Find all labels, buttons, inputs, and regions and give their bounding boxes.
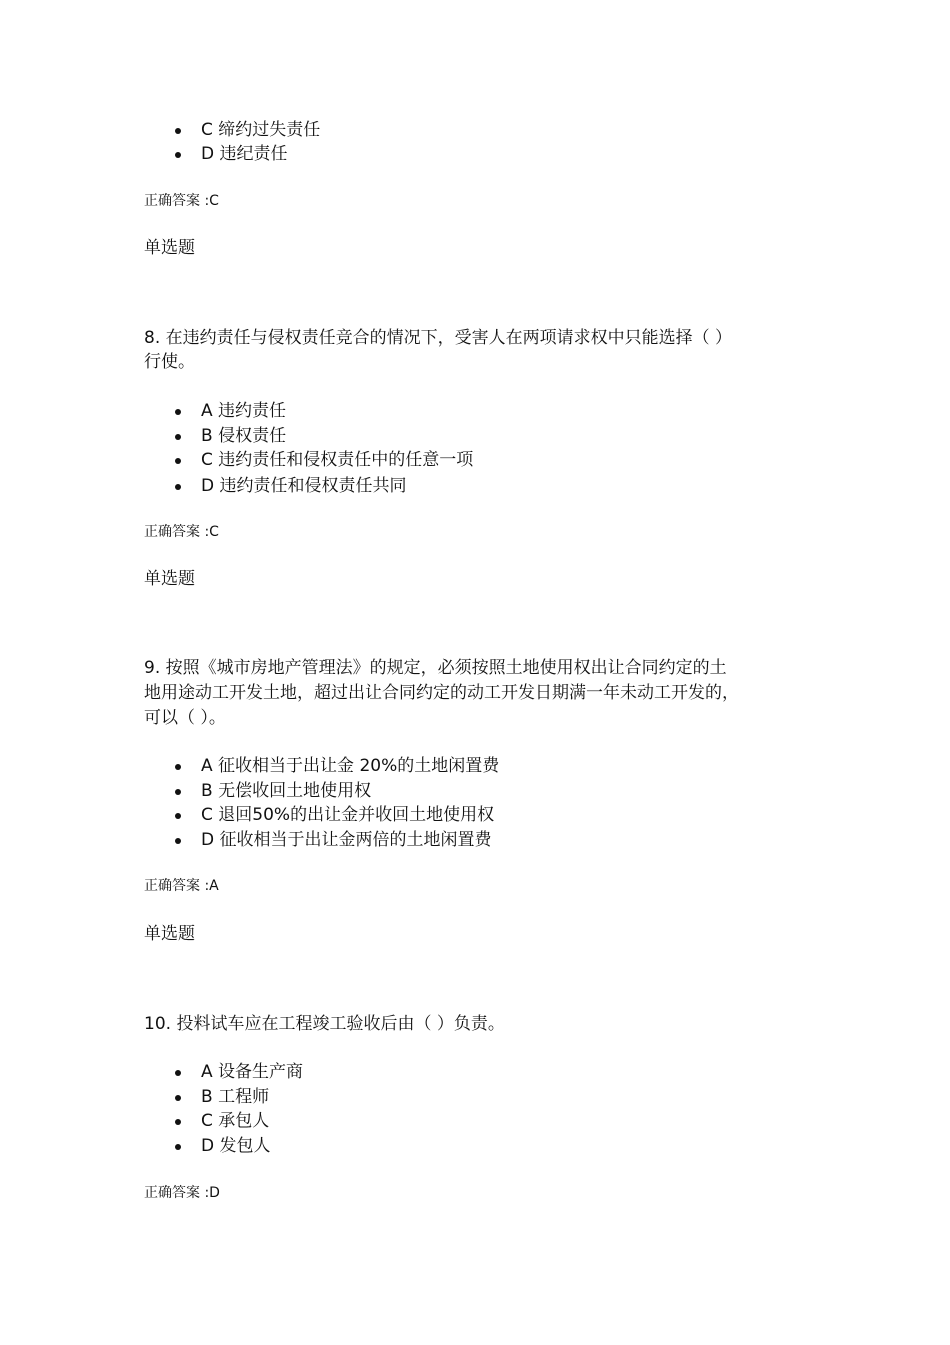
bullet-icon xyxy=(175,1095,181,1101)
option-text: 征收相当于出让金两倍的土地闲置费 xyxy=(219,830,492,850)
option-c xyxy=(201,120,320,140)
question-8-line-1 xyxy=(144,326,732,350)
option-text: 无偿收回土地使用权 xyxy=(218,781,372,801)
correct-answer: 正确答案 :A xyxy=(144,878,219,894)
option-text: 违纪责任 xyxy=(219,144,288,164)
bullet-icon xyxy=(175,1144,181,1150)
correct-answer: 正确答案 :C xyxy=(144,193,219,209)
option-letter: D xyxy=(201,144,215,164)
question-type: 单选题 xyxy=(144,924,195,944)
option-c xyxy=(201,805,494,825)
option-c xyxy=(201,450,473,470)
option-text: 发包人 xyxy=(219,1136,271,1156)
option-letter: B xyxy=(201,781,213,801)
option-letter: A xyxy=(201,756,213,776)
option-letter: C xyxy=(201,805,213,825)
question-text: 8. 在违约责任与侵权责任竞合的情况下，受害人在两项请求权中只能选择（ ） xyxy=(144,328,733,348)
bullet-icon xyxy=(175,764,181,770)
bullet-icon xyxy=(175,813,181,819)
option-d xyxy=(201,476,407,496)
option-a xyxy=(201,1062,303,1082)
option-b xyxy=(201,426,286,446)
option-letter: D xyxy=(201,1136,215,1156)
bullet-icon xyxy=(175,128,181,134)
option-d xyxy=(201,830,492,850)
bullet-icon xyxy=(175,152,181,158)
bullet-icon xyxy=(175,1070,181,1076)
question-9-line-3: 可以（ ）。 xyxy=(144,708,226,728)
question-type: 单选题 xyxy=(144,238,195,258)
option-text: 侵权责任 xyxy=(218,426,287,446)
option-a xyxy=(201,401,286,421)
option-letter: A xyxy=(201,401,213,421)
correct-answer: 正确答案 :C xyxy=(144,524,219,540)
bullet-icon xyxy=(175,434,181,440)
option-c xyxy=(201,1111,269,1131)
option-letter: C xyxy=(201,1111,213,1131)
bullet-icon xyxy=(175,484,181,490)
correct-answer: 正确答案 :D xyxy=(144,1185,220,1201)
option-a xyxy=(201,756,499,776)
question-8-line-2: 行使。 xyxy=(144,352,195,372)
option-text: 工程师 xyxy=(218,1087,270,1107)
option-text: 承包人 xyxy=(218,1111,270,1131)
bullet-icon xyxy=(175,1119,181,1125)
bullet-icon xyxy=(175,458,181,464)
question-9-line-1: 9. 按照《城市房地产管理法》的规定，必须按照土地使用权出让合同约定的土 xyxy=(144,658,727,678)
option-text: 退回50%的出让金并收回土地使用权 xyxy=(218,805,495,825)
question-9-line-2: 地用途动工开发土地，超过出让合同约定的动工开发日期满一年未动工开发的， xyxy=(144,683,739,703)
question-type: 单选题 xyxy=(144,569,195,589)
option-letter: B xyxy=(201,426,213,446)
option-letter: A xyxy=(201,1062,213,1082)
bullet-icon xyxy=(175,789,181,795)
option-letter: B xyxy=(201,1087,213,1107)
option-letter: D xyxy=(201,830,215,850)
option-d xyxy=(201,1136,271,1156)
option-text: 违约责任 xyxy=(218,401,287,421)
option-b xyxy=(201,1087,269,1107)
option-text: 缔约过失责任 xyxy=(218,120,321,140)
option-text: 违约责任和侵权责任共同 xyxy=(219,476,407,496)
question-10-line-1: 10. 投料试车应在工程竣工验收后由（ ）负责。 xyxy=(144,1014,505,1034)
option-b xyxy=(201,781,371,801)
option-d xyxy=(201,144,288,164)
option-text: 设备生产商 xyxy=(218,1062,304,1082)
option-letter: C xyxy=(201,120,213,140)
option-text: 违约责任和侵权责任中的任意一项 xyxy=(218,450,474,470)
option-letter: C xyxy=(201,450,213,470)
bullet-icon xyxy=(175,409,181,415)
option-text: 征收相当于出让金 20%的土地闲置费 xyxy=(218,756,500,776)
bullet-icon xyxy=(175,838,181,844)
option-letter: D xyxy=(201,476,215,496)
